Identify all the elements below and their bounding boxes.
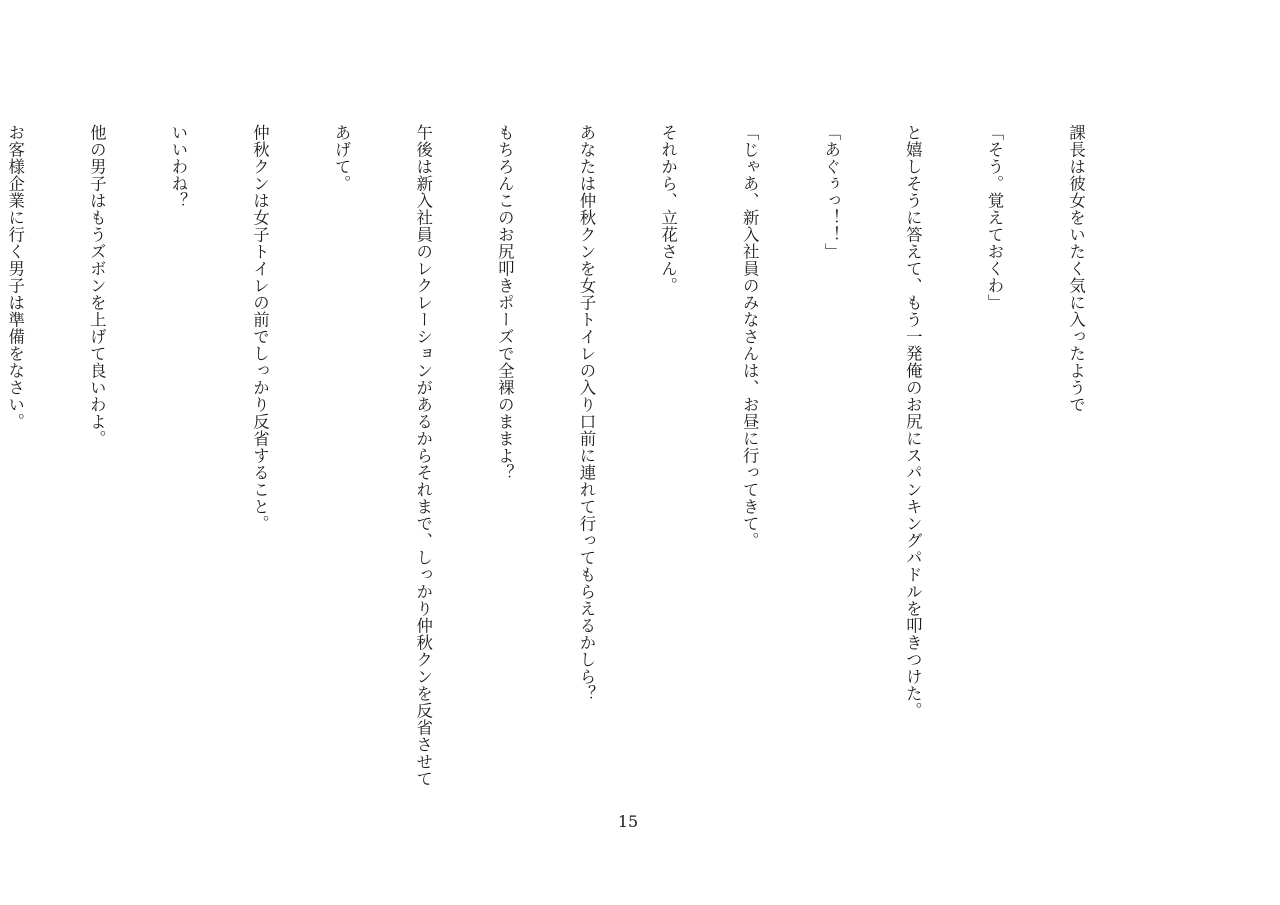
text-line: あなたは仲秋クンを女子トイレの入り口前に連れて行ってもらえるかしら？ bbox=[576, 124, 596, 702]
vertical-text-body bbox=[5, 124, 1144, 814]
text-line: いいわね？ bbox=[168, 124, 188, 209]
page-number: 15 bbox=[617, 812, 639, 831]
text-line: 他の男子はもうズボンを上げて良いわよ。 bbox=[87, 124, 107, 447]
text-line: 「じゃあ、新入社員のみなさんは、お昼に行ってきて。 bbox=[740, 124, 760, 549]
text-line: あげて。 bbox=[332, 124, 352, 192]
text-line: もちろんこのお尻叩きポーズで全裸のままよ？ bbox=[495, 124, 515, 481]
text-line: 「そう。覚えておくわ」 bbox=[984, 124, 1004, 311]
text-line: 「あぐぅっ！！」 bbox=[821, 124, 841, 260]
text-line: それから、立花さん。 bbox=[658, 124, 678, 294]
text-line: 午後は新入社員のレクレーションがあるからそれまで、しっかり仲秋クンを反省させて bbox=[413, 124, 433, 787]
text-line: 仲秋クンは女子トイレの前でしっかり反省すること。 bbox=[250, 124, 270, 532]
text-line: 課長は彼女をいたく気に入ったようで bbox=[1066, 124, 1086, 413]
text-line: と嬉しそうに答えて、もう一発俺のお尻にスパンキングパドルを叩きつけた。 bbox=[903, 124, 923, 719]
text-line: お客様企業に行く男子は準備をなさい。 bbox=[5, 124, 25, 430]
